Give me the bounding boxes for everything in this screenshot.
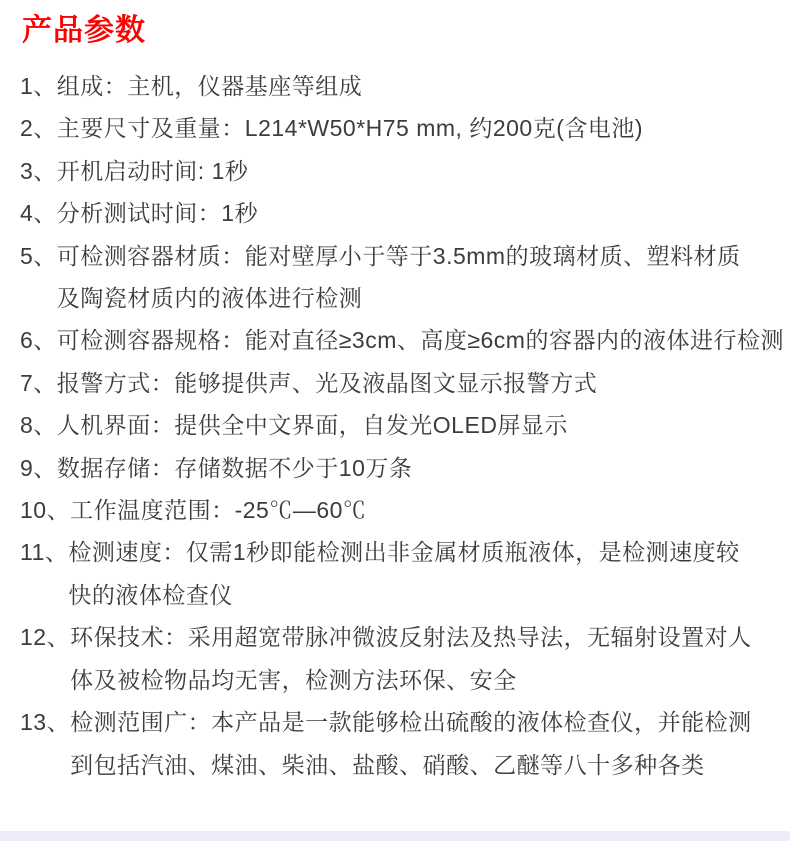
item-text [57,107,776,149]
item-text [57,447,776,489]
parameter-line: 报警方式：能够提供声、光及液晶图文显示报警方式 [56,369,598,396]
item-number: 6、 [20,327,57,354]
item-number: 10、 [20,497,71,524]
footer-divider-bar [0,831,790,841]
parameter-line: 主要尺寸及重量：L214*W50*H75 mm, 约200克(含电池) [56,115,644,142]
parameter-line: 开机启动时间: 1秒 [56,157,249,184]
item-text [70,616,776,701]
parameter-item [20,150,776,192]
parameter-item [20,235,776,320]
parameter-item [20,489,776,531]
item-text [57,150,776,192]
item-text [68,531,776,616]
page-title: 产品参数 [22,14,146,47]
parameter-line: 可检测容器规格：能对直径≥3cm、高度≥6cm的容器内的液体进行检测 [56,327,784,354]
parameter-line: 分析测试时间：1秒 [56,200,259,227]
item-text [57,192,776,234]
item-text [70,701,776,786]
item-number: 8、 [20,412,57,439]
parameter-line: 检测范围广：本产品是一款能够检出硫酸的液体检查仪，并能检测 [70,709,752,736]
parameter-line: 工作温度范围：-25℃—60℃ [70,497,367,524]
item-number: 9、 [20,454,57,481]
parameter-line: 快的液体检查仪 [68,581,233,608]
parameter-list [0,65,790,786]
parameter-line: 人机界面：提供全中文界面，自发光OLED屏显示 [56,412,568,439]
parameter-line: 环保技术：采用超宽带脉冲微波反射法及热导法，无辐射设置对人 [70,624,752,651]
parameter-line: 体及被检物品均无害，检测方法环保、安全 [70,666,517,693]
item-number: 13、 [20,709,71,736]
parameter-item [20,362,776,404]
parameter-item [20,531,776,616]
parameter-item [20,701,776,786]
item-text [57,235,776,320]
parameter-line: 到包括汽油、煤油、柴油、盐酸、硝酸、乙醚等八十多种各类 [70,751,705,778]
parameter-item [20,107,776,149]
parameter-line: 检测速度：仅需1秒即能检测出非金属材质瓶液体，是检测速度较 [68,539,740,566]
parameter-item [20,447,776,489]
item-number: 11、 [20,539,69,566]
item-text [57,65,776,107]
item-number: 4、 [20,200,57,227]
parameter-line: 数据存储：存储数据不少于10万条 [56,454,413,481]
item-number: 7、 [20,369,57,396]
parameter-item [20,404,776,446]
item-number: 2、 [20,115,57,142]
item-number: 3、 [20,157,57,184]
parameter-item [20,192,776,234]
parameter-line: 及陶瓷材质内的液体进行检测 [56,285,363,312]
parameter-line: 可检测容器材质：能对壁厚小于等于3.5mm的玻璃材质、塑料材质 [56,242,741,269]
item-number: 5、 [20,242,57,269]
item-number: 12、 [20,624,71,651]
parameter-item [20,616,776,701]
item-text [57,404,776,446]
item-number: 1、 [20,73,57,99]
item-text [70,489,776,531]
parameter-item [20,65,776,107]
parameter-item [20,319,784,361]
item-text [57,362,776,404]
parameter-line: 组成：主机，仪器基座等组成 [56,73,363,99]
item-text [56,319,784,361]
